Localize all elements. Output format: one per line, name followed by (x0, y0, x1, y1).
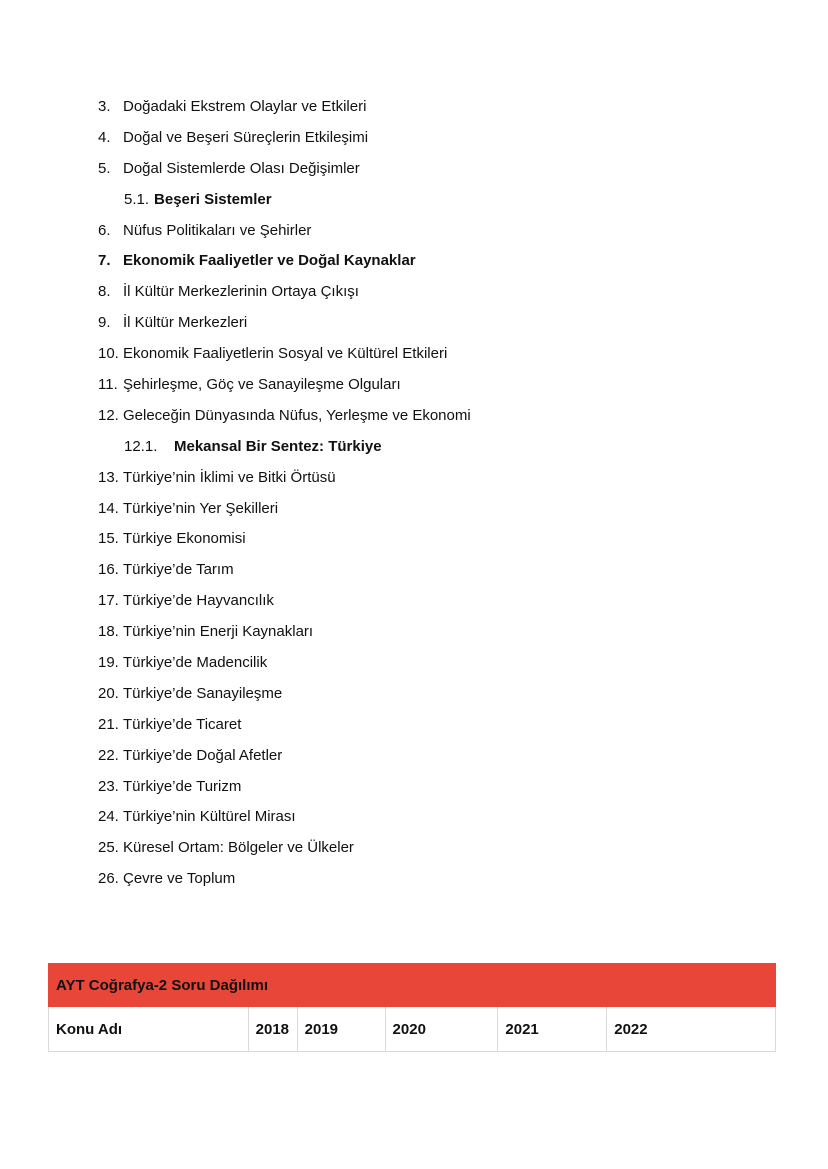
toc-item-number: 6. (98, 221, 111, 239)
toc-item (98, 527, 471, 558)
toc-item-number: 16. (98, 561, 119, 579)
toc-item-number: 14. (98, 499, 119, 517)
toc-item (98, 219, 471, 250)
toc-item-label: Türkiye’de Sanayileşme (123, 684, 283, 702)
toc-item (98, 682, 471, 713)
table-title: AYT Coğrafya-2 Soru Dağılımı (49, 964, 776, 1007)
toc-item (98, 651, 471, 682)
toc-item (98, 280, 471, 311)
toc-item-label: Türkiye’nin İklimi ve Bitki Örtüsü (123, 468, 336, 486)
toc-item-label: Doğadaki Ekstrem Olaylar ve Etkileri (123, 98, 367, 115)
toc-item-label: Türkiye’de Turizm (123, 777, 242, 795)
toc-item-label: Beşeri Sistemler (154, 190, 272, 208)
toc-item-label: Türkiye’nin Yer Şekilleri (123, 499, 279, 517)
column-header-year: 2019 (297, 1007, 385, 1052)
toc-item (98, 713, 471, 744)
column-header-year: 2018 (248, 1007, 297, 1052)
toc-item-number: 24. (98, 808, 119, 826)
column-header-year: 2020 (385, 1007, 498, 1052)
toc-item-label: İl Kültür Merkezlerinin Ortaya Çıkışı (123, 283, 359, 301)
toc-item-label: Türkiye’de Tarım (123, 561, 234, 579)
toc-item-number: 19. (98, 654, 119, 672)
toc-item (98, 589, 471, 620)
column-header-year: 2022 (607, 1007, 776, 1052)
toc-item-number: 5. (98, 159, 111, 177)
column-header-year: 2021 (498, 1007, 607, 1052)
toc-item-number: 20. (98, 684, 119, 702)
toc-item-number: 15. (98, 530, 119, 548)
toc-item-label: Türkiye’nin Enerji Kaynakları (123, 623, 314, 641)
toc-item-number: 9. (98, 314, 111, 332)
toc-item-number: 26. (98, 870, 119, 888)
toc-item-label: Mekansal Bir Sentez: Türkiye (174, 437, 382, 455)
toc-item-number: 17. (98, 592, 119, 610)
toc-item (98, 404, 471, 435)
toc-item (98, 95, 471, 126)
toc-item-number: 3. (98, 98, 111, 115)
table-header-row (49, 1007, 776, 1052)
question-distribution-table (48, 963, 776, 1052)
toc-item-label: Geleceğin Dünyasında Nüfus, Yerleşme ve Ekonomi (123, 406, 471, 424)
toc-item-number: 4. (98, 128, 111, 146)
toc-item-number: 7. (98, 252, 111, 270)
toc-item-label: Türkiye’nin Kültürel Mirası (123, 808, 296, 826)
toc-item-label: Doğal Sistemlerde Olası Değişimler (123, 159, 360, 177)
toc-item-number: 22. (98, 746, 119, 764)
toc-item-number: 5.1. (124, 190, 150, 208)
toc-item-label: Türkiye’de Ticaret (123, 715, 242, 733)
toc-item-label: İl Kültür Merkezleri (123, 314, 248, 332)
toc-item-label: Türkiye Ekonomisi (123, 530, 246, 548)
toc-item (98, 775, 471, 806)
toc-item (98, 558, 471, 589)
toc-item-number: 12. (98, 406, 119, 424)
toc-item (98, 867, 471, 898)
toc-item-label: Türkiye’de Doğal Afetler (123, 746, 283, 764)
toc-item (98, 836, 471, 867)
toc-item-label: Nüfus Politikaları ve Şehirler (123, 221, 312, 239)
toc-item-label: Çevre ve Toplum (123, 870, 236, 888)
toc-item (98, 373, 471, 404)
toc-item-number: 8. (98, 283, 111, 301)
toc-item-number: 21. (98, 715, 119, 733)
toc-item-label: Türkiye’de Madencilik (123, 654, 268, 672)
toc-item (98, 311, 471, 342)
toc-item-label: Küresel Ortam: Bölgeler ve Ülkeler (123, 839, 354, 857)
toc-item (98, 805, 471, 836)
toc-item-label: Türkiye’de Hayvancılık (123, 592, 274, 610)
toc-item (98, 126, 471, 157)
toc-item-number: 13. (98, 468, 119, 486)
toc-item (98, 620, 471, 651)
toc-item (98, 497, 471, 528)
toc-item (98, 744, 471, 775)
toc-item-number: 18. (98, 623, 119, 641)
toc-item-label: Doğal ve Beşeri Süreçlerin Etkileşimi (123, 128, 369, 146)
toc-item-label: Ekonomik Faaliyetler ve Doğal Kaynaklar (123, 252, 416, 270)
toc-item-number: 25. (98, 839, 119, 857)
toc-item-number: 10. (98, 345, 119, 363)
toc-item-label: Şehirleşme, Göç ve Sanayileşme Olguları (123, 376, 401, 394)
toc-item (98, 157, 471, 188)
toc-item-label: Ekonomik Faaliyetlerin Sosyal ve Kültürel Etkileri (123, 345, 448, 363)
toc-subitem (98, 188, 471, 219)
toc-item (98, 249, 471, 280)
toc-item-number: 23. (98, 777, 119, 795)
column-header-topic: Konu Adı (49, 1007, 249, 1052)
toc-item (98, 466, 471, 497)
table-title-row (49, 964, 776, 1007)
toc-subitem (98, 435, 471, 466)
toc-item-number: 12.1. (124, 437, 158, 455)
toc-item (98, 342, 471, 373)
topic-list (98, 95, 471, 898)
toc-item-number: 11. (98, 376, 118, 394)
